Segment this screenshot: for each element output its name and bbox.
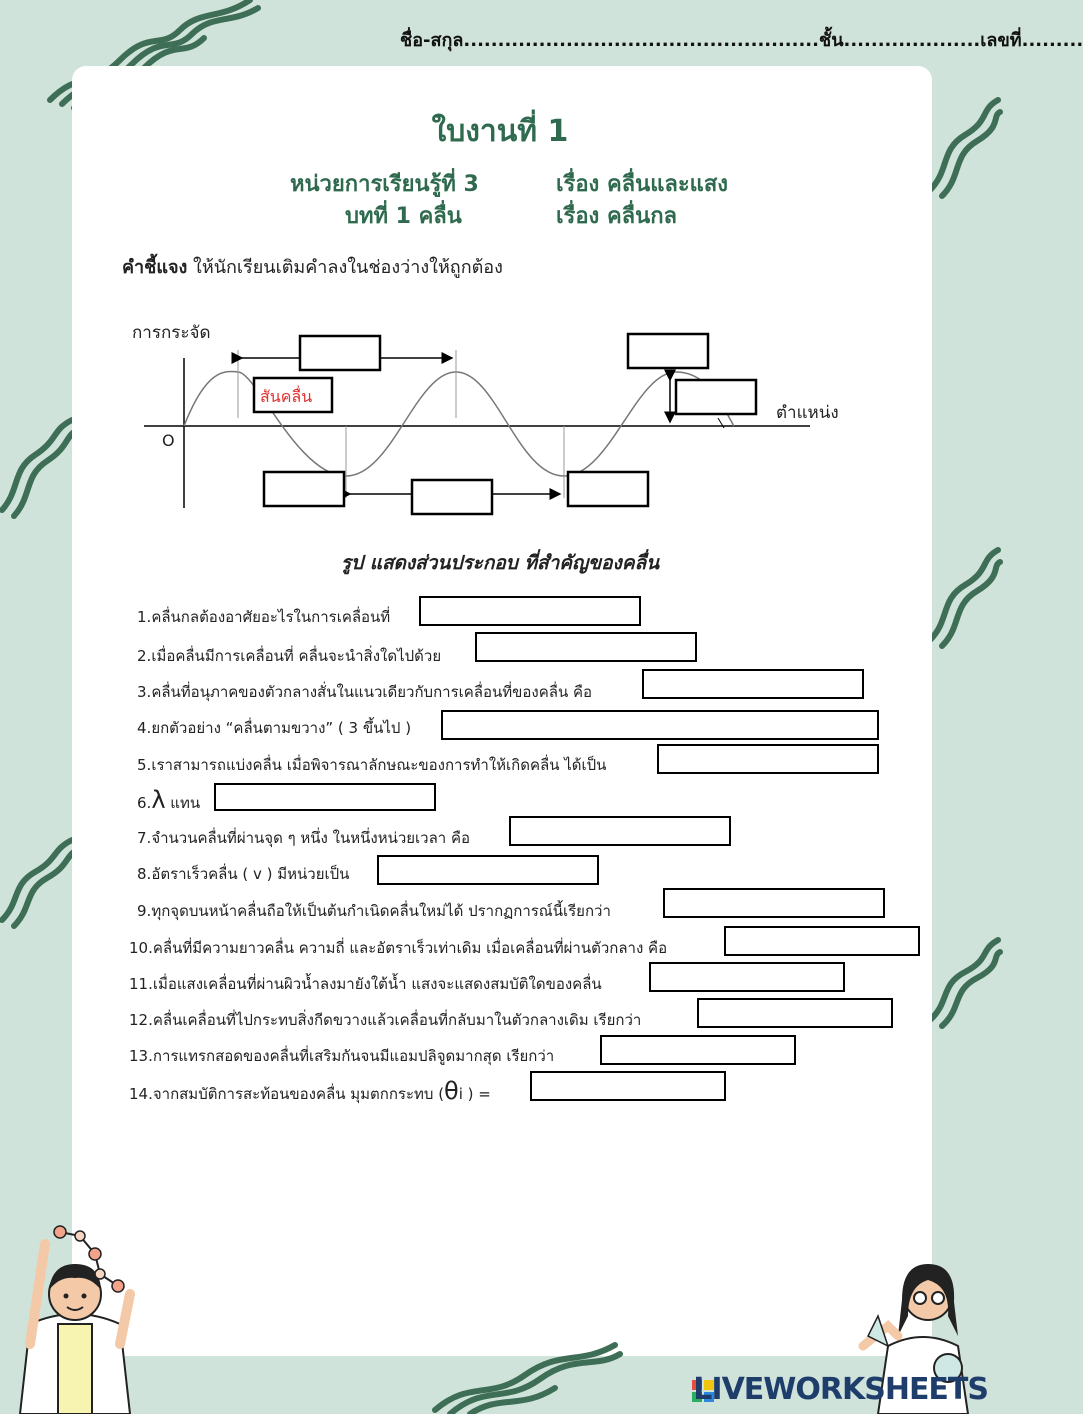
origin-label: O <box>162 431 175 450</box>
unit-label: หน่วยการเรียนรู้ที่ 3 <box>290 172 479 197</box>
chapter-topic: เรื่อง คลื่นกล <box>556 204 677 229</box>
x-axis-label: ตำแหน่ง <box>776 403 839 423</box>
answer-box-11[interactable] <box>649 962 845 992</box>
answer-box-5[interactable] <box>657 744 879 774</box>
question-8: 8.อัตราเร็วคลื่น ( v ) มีหน่วยเป็น <box>137 865 350 883</box>
theta-symbol: θ <box>444 1077 459 1105</box>
answer-box-1[interactable] <box>419 596 641 626</box>
decorative-squiggle-right-3 <box>920 930 1000 1030</box>
scientist-boy-illustration <box>0 1214 150 1414</box>
answer-box-trough-right[interactable] <box>568 472 648 506</box>
answer-box-2[interactable] <box>475 632 697 662</box>
chapter-label: บทที่ 1 คลื่น <box>345 204 462 229</box>
instruction-text: ให้นักเรียนเติมคำลงในช่องว่างให้ถูกต้อง <box>187 257 503 278</box>
answer-box-12[interactable] <box>697 998 893 1028</box>
question-1: 1.คลื่นกลต้องอาศัยอะไรในการเคลื่อนที่ <box>137 608 391 626</box>
answer-box-amplitude[interactable] <box>676 380 756 414</box>
crest-label: สันคลื่น <box>260 387 313 406</box>
question-11: 11.เมื่อแสงเคลื่อนที่ผ่านผิวน้ำลงมายังใต้น้ำ แสงจะแสดงสมบัติใดของคลื่น <box>129 975 602 993</box>
answer-box-3[interactable] <box>642 669 864 699</box>
question-2: 2.เมื่อคลื่นมีการเคลื่อนที่ คลื่นจะนำสิ่งใดไปด้วย <box>137 647 442 665</box>
decorative-squiggle-left-2 <box>0 830 80 930</box>
student-name-field[interactable]: ชื่อ-สกุล....................................................ชั้น....................เลขที่......... <box>400 30 1083 51</box>
diagram-caption: รูป แสดงส่วนประกอบ ที่สำคัญของคลื่น <box>340 552 660 574</box>
question-10: 10.คลื่นที่มีความยาวคลื่น ความถี่ และอัตราเร็วเท่าเดิม เมื่อเคลื่อนที่ผ่านตัวกลาง คือ <box>129 939 668 957</box>
answer-box-wavelength-bottom[interactable] <box>412 480 492 514</box>
answer-box-14[interactable] <box>530 1071 726 1101</box>
wave-diagram <box>120 310 860 530</box>
answer-box-4[interactable] <box>441 710 879 740</box>
answer-box-8[interactable] <box>377 855 599 885</box>
unit-topic: เรื่อง คลื่นและแสง <box>556 172 729 197</box>
decorative-squiggle-bottom <box>430 1340 620 1414</box>
question-13: 13.การแทรกสอดของคลื่นที่เสริมกันจนมีแอมปลิจูดมากสุด เรียกว่า <box>129 1047 555 1065</box>
answer-box-13[interactable] <box>600 1035 796 1065</box>
y-axis-label: การกระจัด <box>132 323 211 343</box>
question-6: 6.λ แทน <box>137 786 201 814</box>
instruction <box>122 252 503 281</box>
question-5: 5.เราสามารถแบ่งคลื่น เมื่อพิจารณาลักษณะของการทำให้เกิดคลื่น ได้เป็น <box>137 756 607 774</box>
question-7: 7.จำนวนคลื่นที่ผ่านจุด ๆ หนึ่ง ในหนึ่งหน่วยเวลา คือ <box>137 829 471 847</box>
answer-box-wavelength-top[interactable] <box>300 336 380 370</box>
decorative-squiggle-left-1 <box>0 410 80 520</box>
question-12: 12.คลื่นเคลื่อนที่ไปกระทบสิ่งกีดขวางแล้วเคลื่อนที่กลับมาในตัวกลางเดิม เรียกว่า <box>129 1011 642 1029</box>
answer-box-6[interactable] <box>214 783 436 811</box>
question-14: 14.จากสมบัติการสะท้อนของคลื่น มุมตกกระทบ (θi ) = <box>129 1077 491 1105</box>
question-3: 3.คลื่นที่อนุภาคของตัวกลางสั่นในแนวเดียวกับการเคลื่อนที่ของคลื่น คือ <box>137 683 593 701</box>
answer-box-9[interactable] <box>663 888 885 918</box>
instruction-label: คำชี้แจง <box>122 257 188 278</box>
answer-box-10[interactable] <box>724 926 920 956</box>
liveworksheets-logo[interactable]: LIVEWORKSHEETS <box>693 1372 988 1407</box>
question-4: 4.ยกตัวอย่าง “คลื่นตามขวาง” ( 3 ขึ้นไป ) <box>137 719 412 737</box>
answer-box-trough-left[interactable] <box>264 472 344 506</box>
answer-box-crest-right[interactable] <box>628 334 708 368</box>
worksheet-title: ใบงานที่ 1 <box>431 114 569 149</box>
question-9: 9.ทุกจุดบนหน้าคลื่นถือให้เป็นต้นกำเนิดคลื่นใหม่ได้ ปรากฏการณ์นี้เรียกว่า <box>137 902 611 920</box>
lambda-symbol: λ <box>151 786 166 814</box>
answer-box-7[interactable] <box>509 816 731 846</box>
